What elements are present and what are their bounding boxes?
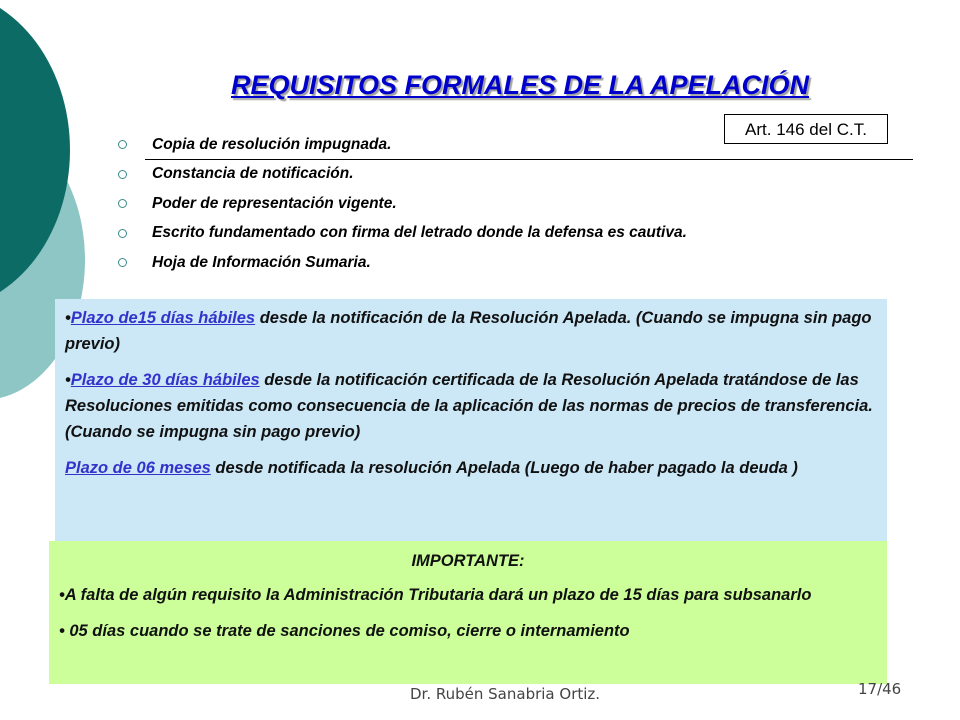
deadline-link-30-days[interactable]: Plazo de 30 días hábiles	[70, 371, 260, 389]
list-item	[118, 130, 687, 160]
footer-author: Dr. Rubén Sanabria Ortiz.	[410, 685, 601, 703]
bullet-marker: •	[65, 371, 71, 389]
deadline-link-15-days[interactable]: Plazo de15 días hábiles	[70, 309, 256, 327]
bullet-marker: •	[65, 309, 71, 327]
deadline-paragraph	[65, 455, 875, 481]
important-item: •A falta de algún requisito la Administración Tributaria dará un plazo de 15 días para subsanarlo	[59, 586, 812, 604]
deadline-text: desde la notificación de la Resolución Apelada. (Cuando se impugna sin pago previo)	[65, 309, 872, 353]
list-item	[118, 160, 687, 190]
requirement-text: Escrito fundamentado con firma del letrado donde la defensa es cautiva.	[152, 224, 687, 242]
list-item	[118, 189, 687, 219]
deadline-text: desde notificada la resolución Apelada (Luego de haber pagado la deuda )	[210, 459, 798, 477]
circle-bullet-icon	[118, 229, 127, 238]
deadline-link-6-months[interactable]: Plazo de 06 meses	[65, 459, 211, 477]
requirement-text: Poder de representación vigente.	[152, 194, 397, 212]
circle-bullet-icon	[118, 140, 127, 149]
requirements-list	[118, 130, 687, 278]
list-item	[118, 248, 687, 278]
circle-bullet-icon	[118, 170, 127, 179]
requirement-text: Hoja de Información Sumaria.	[152, 253, 371, 271]
slide-title: REQUISITOS FORMALES DE LA APELACIÓN	[230, 70, 810, 100]
important-box	[49, 541, 887, 684]
requirement-text: Copia de resolución impugnada.	[152, 135, 392, 153]
deadline-text: desde la notificación certificada de la Resolución Apelada tratándose de las Resoluciones emitidas como consecuencia de la aplicación de las normas de precios de transferencia. (Cuando se impugna sin pago previo)	[65, 371, 873, 441]
deadlines-box	[55, 299, 887, 541]
deadline-paragraph	[65, 367, 875, 445]
important-heading: IMPORTANTE:	[411, 552, 525, 570]
requirement-text: Constancia de notificación.	[152, 165, 354, 183]
page-number: 17/46	[858, 680, 902, 698]
important-item: • 05 días cuando se trate de sanciones de comiso, cierre o internamiento	[59, 622, 630, 640]
circle-bullet-icon	[118, 199, 127, 208]
list-item	[118, 219, 687, 249]
deadline-paragraph	[65, 305, 875, 357]
circle-bullet-icon	[118, 258, 127, 267]
article-reference-box: Art. 146 del C.T.	[724, 114, 888, 144]
